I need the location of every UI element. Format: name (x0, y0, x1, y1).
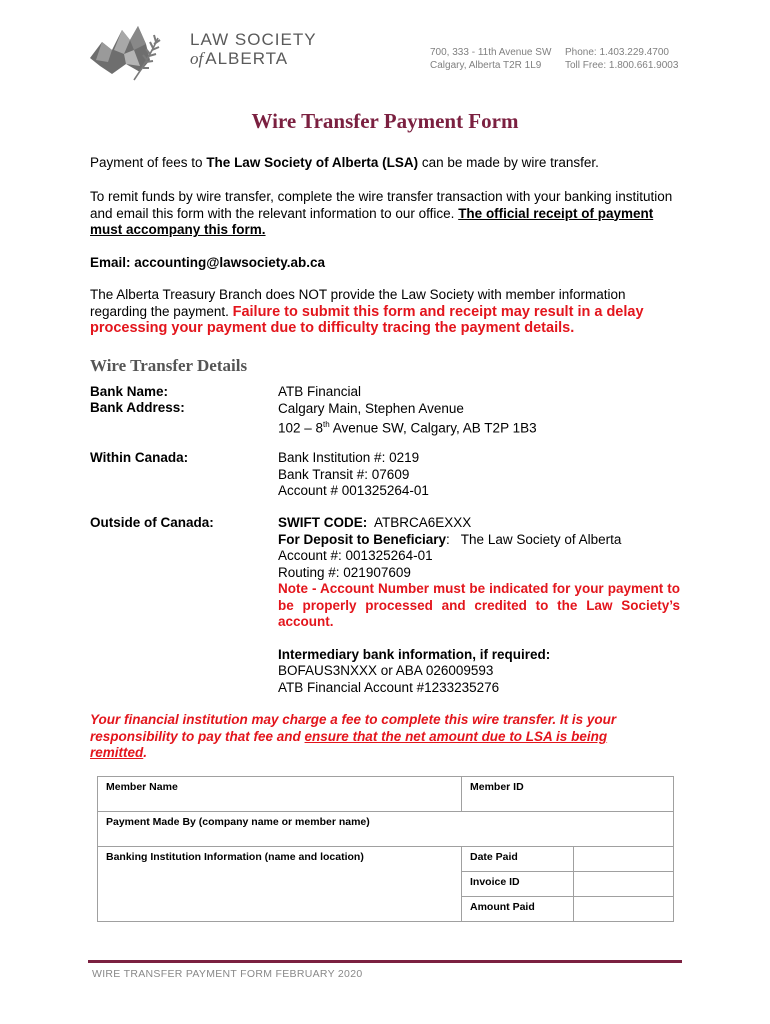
outside-canada-block (278, 515, 688, 696)
logo-line1: LAW SOCIETY (190, 30, 317, 49)
account-note: Note - Account Number must be indicated for your payment to be properly processed and credited to the Law Society’s account. (278, 581, 680, 629)
bank-address2 (278, 417, 688, 437)
p1-post: can be made by wire transfer. (418, 155, 599, 170)
fee-text: Your financial institution may charge a fee to complete this wire transfer. It is your responsibility to pay that fee and (90, 712, 617, 744)
intermediary-2: ATB Financial Account #1233235276 (278, 679, 500, 695)
bank-name-block (278, 384, 688, 437)
bank-name-label: Bank Name: (90, 384, 169, 399)
amount-paid-input[interactable] (574, 897, 674, 922)
date-paid-label: Date Paid (470, 851, 518, 863)
member-name-cell[interactable] (98, 777, 462, 812)
fee-underlined: ensure that the net amount due to LSA is being remitted (90, 728, 608, 760)
date-paid-label-cell (462, 847, 574, 872)
intermediary-1: BOFAUS3NXXX or ABA 026009593 (278, 663, 494, 678)
p1-pre: Payment of fees to (90, 155, 207, 170)
beneficiary-line (278, 532, 688, 549)
logo-alberta: ALBERTA (205, 49, 289, 68)
addr2-sup: th (323, 420, 330, 429)
bank-name: ATB Financial (278, 384, 362, 399)
beneficiary-value: : The Law Society of Alberta (446, 531, 622, 547)
bank-address-label: Bank Address: (90, 400, 185, 415)
bank-account: Account # 001325264-01 (278, 483, 429, 498)
payment-made-by-cell[interactable] (98, 812, 674, 847)
p2-text: To remit funds by wire transfer, complete the wire transfer transaction with your banking institution and email this form with the relevant information to our office. (90, 189, 673, 221)
swift-value: ATBRCA6EXXX (367, 515, 472, 530)
beneficiary-label: For Deposit to Beneficiary (278, 531, 447, 547)
intro-paragraph-1 (90, 155, 680, 172)
logo-line2 (190, 49, 317, 68)
member-info-table (97, 776, 674, 922)
within-canada-label: Within Canada: (90, 450, 189, 465)
logo-wordmark (190, 30, 317, 68)
footer-text: WIRE TRANSFER PAYMENT FORM FEBRUARY 2020 (92, 968, 363, 980)
p1-bold: The Law Society of Alberta (LSA) (206, 155, 419, 170)
outside-canada-label: Outside of Canada: (90, 515, 214, 530)
email-line: Email: accounting@lawsociety.ab.ca (90, 255, 325, 270)
banking-info-cell[interactable] (98, 847, 462, 922)
within-canada-block (278, 450, 688, 500)
member-id-label: Member ID (470, 781, 524, 793)
phone-number: Phone: 1.403.229.4700 (565, 47, 669, 58)
p2-bold: The official receipt of payment must accompany this form. (90, 205, 654, 237)
member-name-label: Member Name (106, 781, 178, 793)
p4-warning: Failure to submit this form and receipt may result in a delay processing your payment due to difficulty tracing the payment details. (90, 303, 644, 336)
addr2-post: Avenue SW, Calgary, AB T2P 1B3 (329, 420, 537, 436)
fee-end: . (143, 745, 148, 760)
date-paid-input[interactable] (574, 847, 674, 872)
intermediary-label: Intermediary bank information, if required: (278, 646, 551, 662)
fee-notice (90, 712, 650, 762)
law-society-logo-icon (88, 20, 188, 82)
bank-institution: Bank Institution #: 0219 (278, 450, 420, 465)
member-id-cell[interactable] (462, 777, 674, 812)
phone-block (565, 46, 678, 72)
payment-made-by-label: Payment Made By (company name or member name) (106, 816, 370, 828)
address-line2: Calgary, Alberta T2R 1L9 (430, 60, 542, 71)
swift-label: SWIFT CODE: (278, 515, 368, 530)
invoice-id-label-cell (462, 872, 574, 897)
bank-transit: Bank Transit #: 07609 (278, 466, 410, 482)
address-line1: 700, 333 - 11th Avenue SW (430, 47, 552, 58)
invoice-id-label: Invoice ID (470, 876, 520, 888)
account-outside: Account #: 001325264-01 (278, 548, 433, 563)
intro-paragraph-4 (90, 287, 680, 337)
swift-line (278, 515, 688, 532)
p4-text: The Alberta Treasury Branch does NOT provide the Law Society with member information regarding the payment. (90, 287, 626, 319)
bank-address1: Calgary Main, Stephen Avenue (278, 400, 464, 416)
toll-free-number: Toll Free: 1.800.661.9003 (565, 60, 679, 71)
amount-paid-label-cell (462, 897, 574, 922)
amount-paid-label: Amount Paid (470, 901, 535, 913)
form-title: Wire Transfer Payment Form (251, 109, 519, 133)
invoice-id-input[interactable] (574, 872, 674, 897)
footer-divider (88, 960, 682, 963)
address-block (430, 46, 551, 72)
addr2-pre: 102 – 8 (278, 420, 324, 436)
routing-number: Routing #: 021907609 (278, 564, 411, 580)
logo-of: of (190, 49, 204, 68)
banking-info-label: Banking Institution Information (name and location) (106, 851, 364, 863)
details-heading: Wire Transfer Details (90, 356, 248, 375)
intro-paragraph-2 (90, 189, 680, 239)
